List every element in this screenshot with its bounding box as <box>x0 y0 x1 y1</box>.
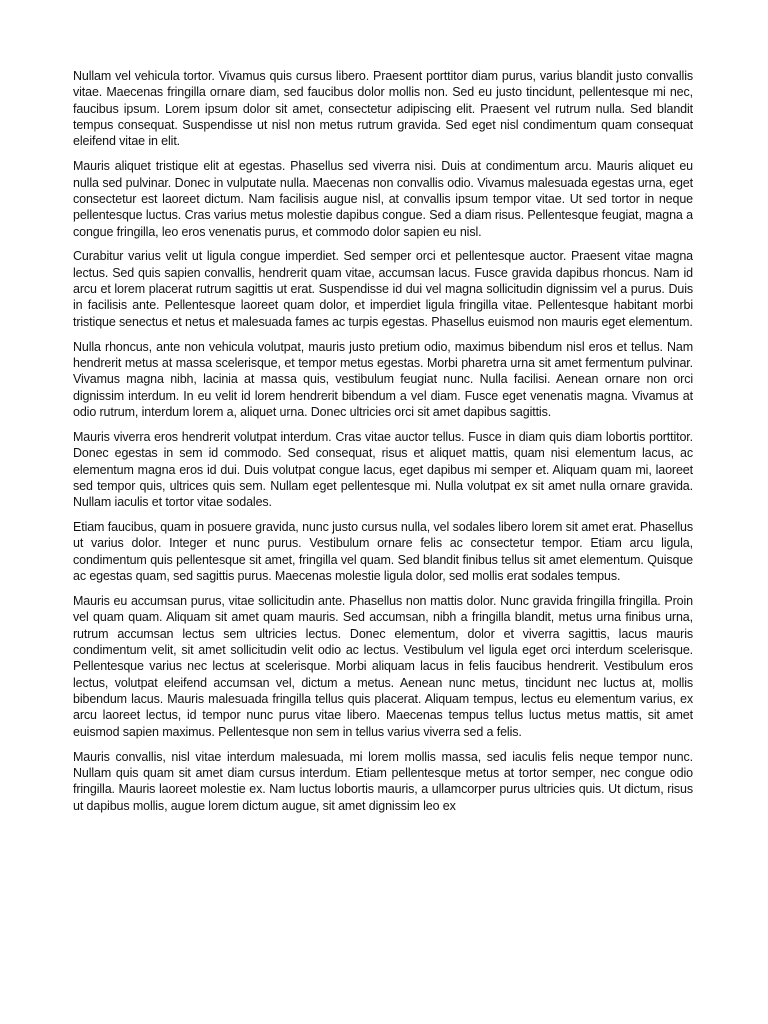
paragraph-1: Nullam vel vehicula tortor. Vivamus quis cursus libero. Praesent porttitor diam purus, varius blandit justo convallis vitae. Maecenas fringilla ornare diam, sed faucibus dolor mollis non. Sed eu justo tincidunt, pellentesque mi nec, faucibus ipsum. Lorem ipsum dolor sit amet, consectetur adipiscing elit. Praesent vel rutrum nulla. Sed blandit tempus consequat. Suspendisse ut nisl non metus rutrum gravida. Sed eget nisl condimentum quam consequat eleifend vitae in elit. <box>73 69 693 149</box>
paragraph-3: Curabitur varius velit ut ligula congue imperdiet. Sed semper orci et pellentesque auctor. Praesent vitae magna lectus. Sed quis sapien convallis, hendrerit quam vitae, accumsan lacus. Fusce gravida dapibus rhoncus. Nam id arcu et lorem placerat rutrum sagittis ut erat. Suspendisse id dui vel magna sollicitudin dignissim vel a purus. Duis in facilisis ante. Pellentesque laoreet quam dolor, et imperdiet ligula fringilla vitae. Pellentesque habitant morbi tristique senectus et netus et malesuada fames ac turpis egestas. Phasellus euismod non mauris eget elementum. <box>73 249 693 329</box>
paragraph-5: Mauris viverra eros hendrerit volutpat interdum. Cras vitae auctor tellus. Fusce in diam quis diam lobortis porttitor. Donec egestas in sem id commodo. Sed consequat, risus et aliquet mattis, quam nisi elementum lacus, ac elementum magna eros id dui. Duis volutpat congue lacus, eget dapibus mi semper et. Aliquam quam mi, laoreet sed tempor quis, ultrices quis sem. Nullam eget pellentesque mi. Nulla volutpat ex sit amet nulla ornare gravida. Nullam iaculis et tortor vitae sodales. <box>73 429 693 510</box>
paragraph-6: Etiam faucibus, quam in posuere gravida, nunc justo cursus nulla, vel sodales libero lorem sit amet erat. Phasellus ut varius dolor. Integer et nunc purus. Vestibulum ornare felis ac consectetur tempor. Etiam arcu ligula, condimentum quis pellentesque sit amet, fringilla vel quam. Sed blandit finibus tellus sit amet elementum. Quisque ac egestas quam, sed sagittis purus. Maecenas molestie ligula dolor, sed mollis erat sodales tempus. <box>73 520 693 584</box>
paragraph-2: Mauris aliquet tristique elit at egestas. Phasellus sed viverra nisi. Duis at condimentum arcu. Mauris aliquet eu nulla sed pulvinar. Donec in vulputate nulla. Maecenas non convallis odio. Vivamus malesuada egestas urna, eget consectetur est laoreet dictum. Nam facilisis augue nisl, at convallis ipsum tempor vitae. Ut sed tortor in neque pellentesque luctus. Cras varius metus molestie dapibus congue. Sed a diam risus. Pellentesque feugiat, magna a congue fringilla, leo eros venenatis purus, et commodo dolor sapien eu nisl. <box>73 159 693 239</box>
document-page <box>73 68 693 958</box>
paragraph-4: Nulla rhoncus, ante non vehicula volutpat, mauris justo pretium odio, maximus bibendum nisl eros et tellus. Nam hendrerit metus at massa scelerisque, et tempor metus egestas. Morbi pharetra urna sit amet fermentum pulvinar. Vivamus magna nibh, lacinia at massa quis, vestibulum feugiat nunc. Nulla facilisi. Aenean ornare non orci dignissim interdum. In eu velit id lorem hendrerit bibendum a vel diam. Fusce eget venenatis magna. Vivamus at odio rutrum, interdum lorem a, aliquet urna. Donec ultricies orci sit amet dapibus sagittis. <box>73 339 693 420</box>
paragraph-8: Mauris convallis, nisl vitae interdum malesuada, mi lorem mollis massa, sed iaculis felis neque tempor nunc. Nullam quis quam sit amet diam cursus interdum. Etiam pellentesque metus at tortor semper, nec congue odio fringilla. Mauris laoreet molestie ex. Nam luctus lobortis mauris, a ullamcorper purus ultricies quis. Ut dictum, risus ut dapibus mollis, augue lorem dictum augue, sit amet dignissim leo ex <box>73 749 693 813</box>
paragraph-7: Mauris eu accumsan purus, vitae sollicitudin ante. Phasellus non mattis dolor. Nunc gravida fringilla fringilla. Proin vel quam quam. Aliquam sit amet quam mauris. Sed accumsan, nibh a fringilla blandit, metus urna finibus urna, rutrum accumsan lectus sem ultricies lectus. Donec elementum, dolor et viverra sagittis, lacus mauris condimentum velit, sit amet sollicitudin velit odio ac lectus. Vestibulum vel ligula eget orci interdum scelerisque. Pellentesque varius nec lectus at scelerisque. Morbi aliquam lacus in felis faucibus hendrerit. Vestibulum eros lectus, volutpat eleifend accumsan vel, dictum a metus. Aenean nunc metus, tincidunt nec luctus at, mollis bibendum lacus. Mauris malesuada fringilla tellus quis placerat. Aliquam tempus, lectus eu elementum varius, ex arcu laoreet lectus, id tempor nunc purus vitae libero. Maecenas tempus tellus luctus metus mattis, sit amet euismod sapien maximus. Pellentesque non sem in tellus varius viverra sed a felis. <box>73 593 693 739</box>
